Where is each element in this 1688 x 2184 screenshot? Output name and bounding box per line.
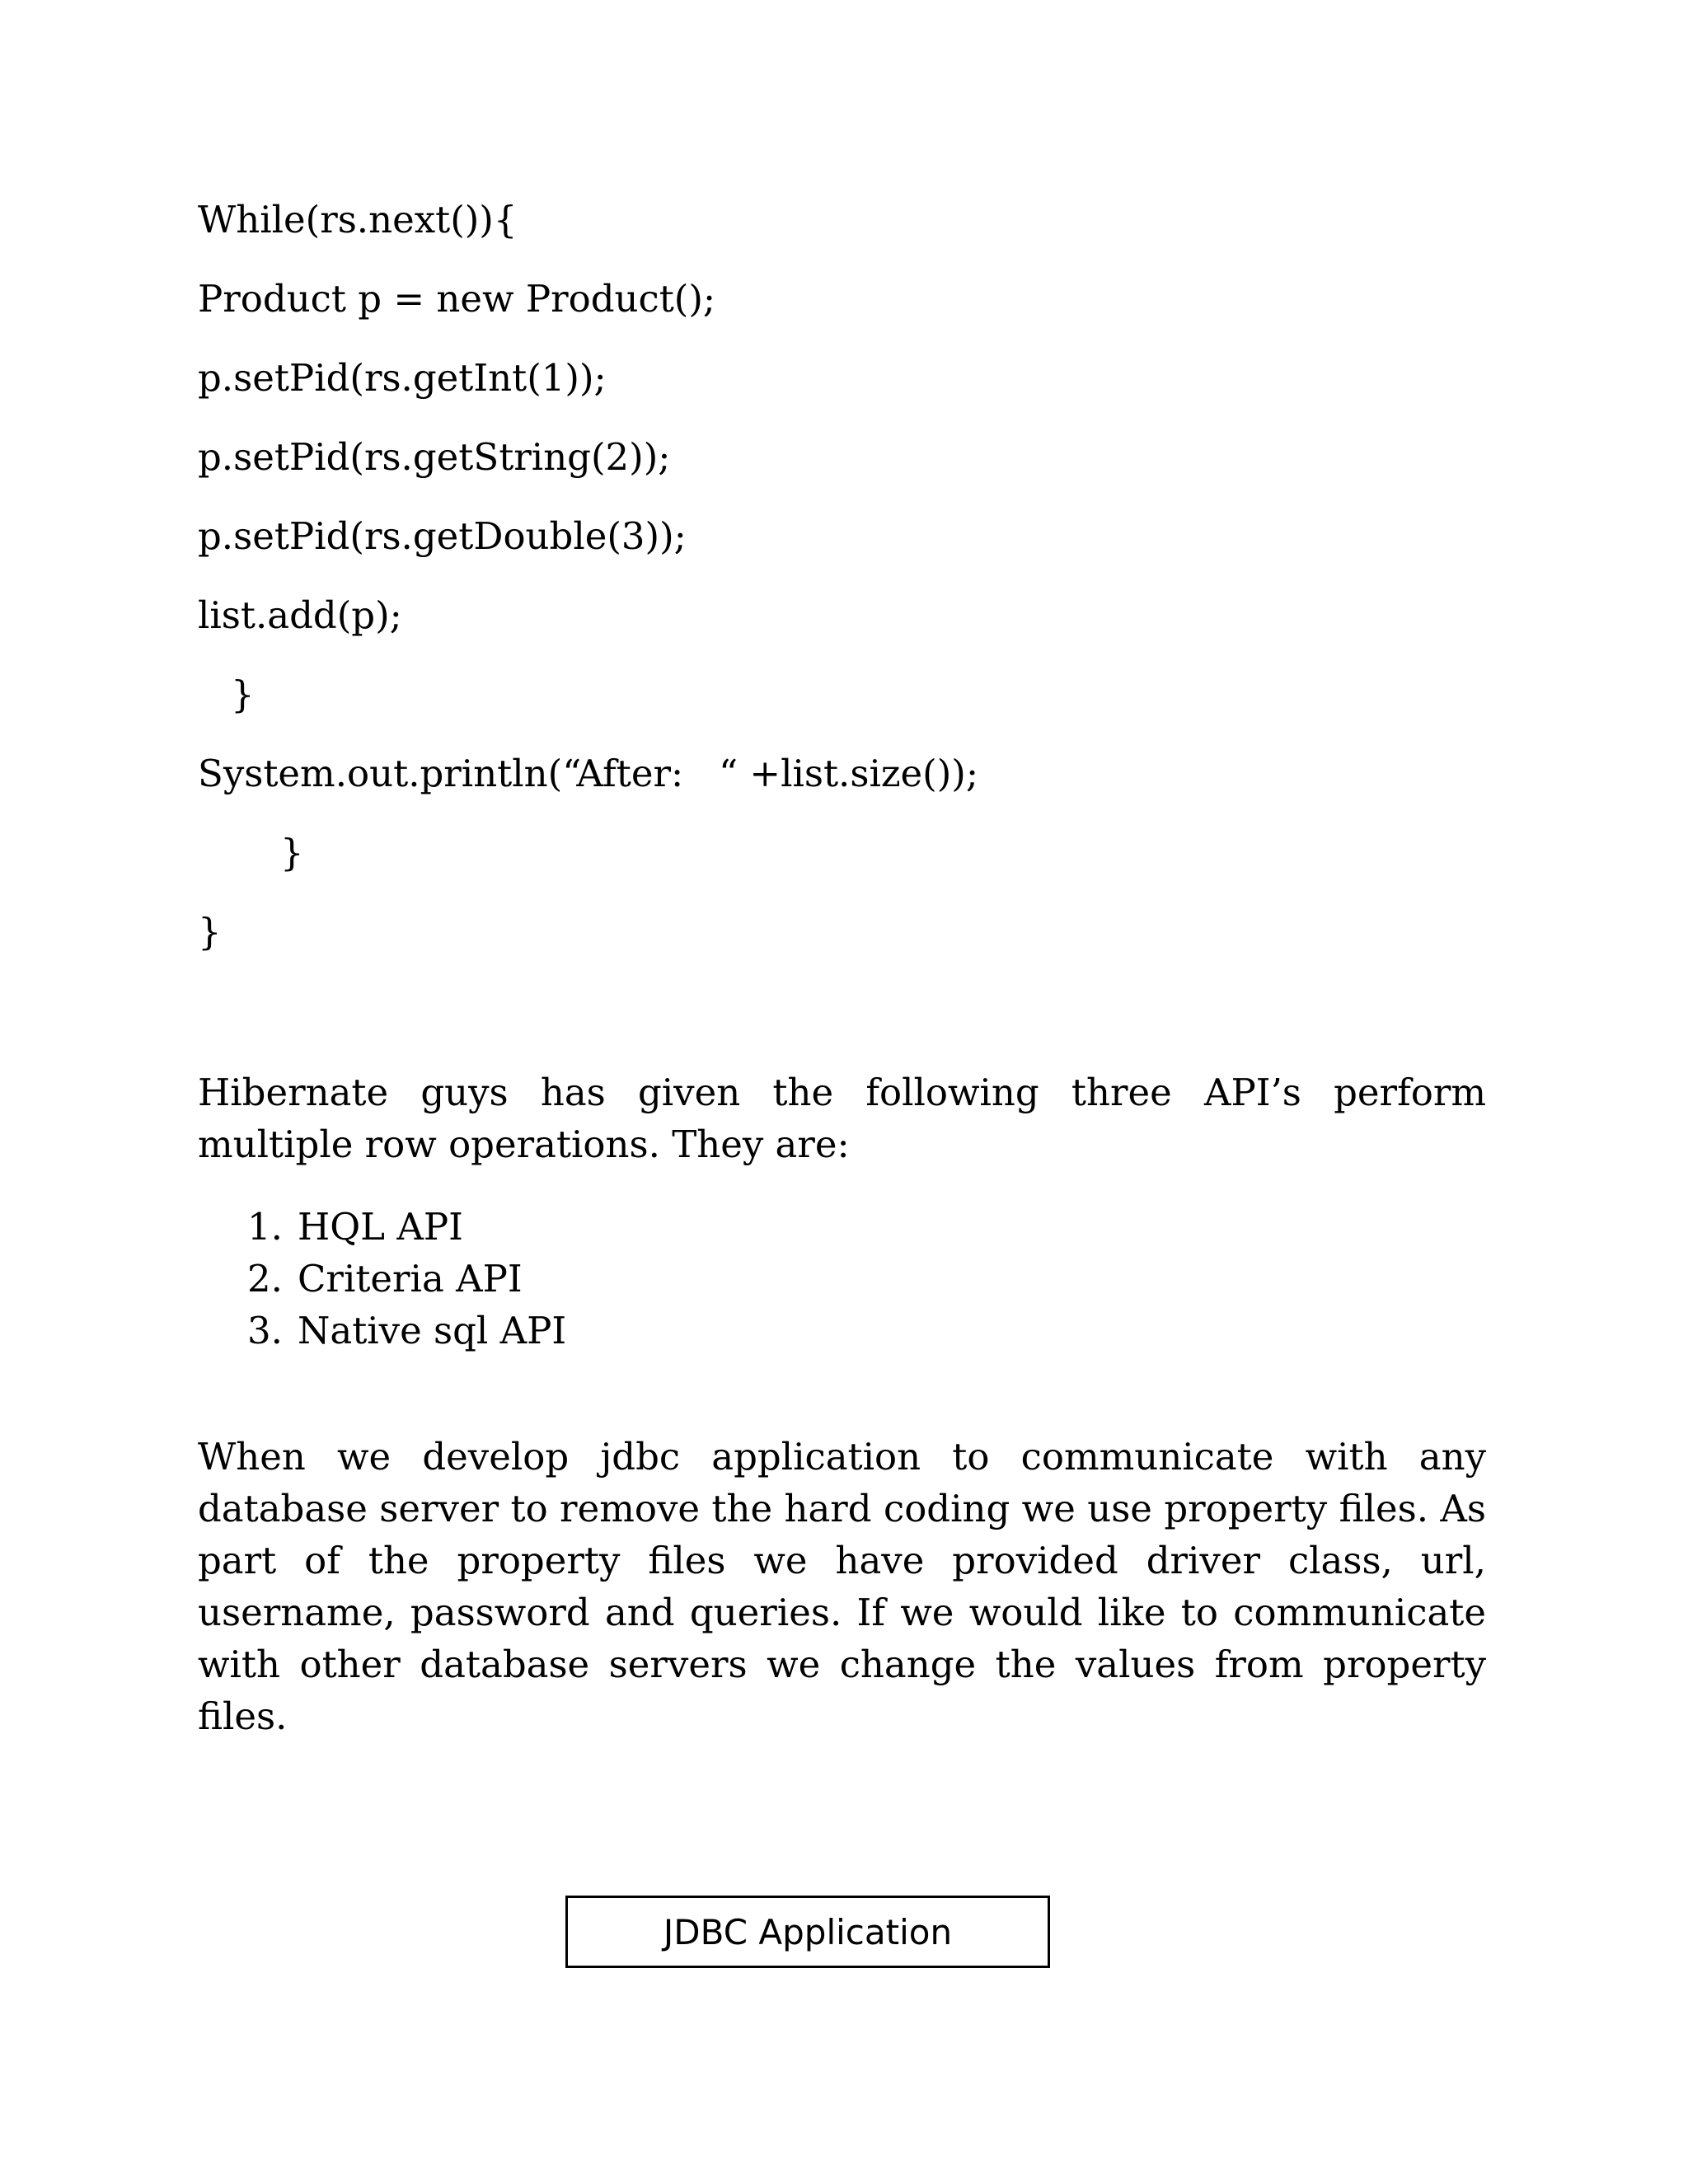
code-line: p.setPid(rs.getInt(1));	[198, 356, 607, 400]
code-line: }	[231, 673, 255, 716]
code-line: list.add(p);	[198, 593, 402, 637]
list-item	[247, 1253, 566, 1305]
code-line: }	[198, 910, 222, 954]
list-label: Criteria API	[298, 1257, 523, 1301]
code-line: System.out.println(“After: “ +list.size());	[198, 752, 978, 795]
body-paragraph: When we develop jdbc application to communicate with any database server to remove the hard coding we use property files. As part of the property files we have provided driver class, url, username, password and queries. If we would like to communicate with other database servers we change the values from property files.	[198, 1435, 1486, 1738]
list-label: HQL API	[298, 1205, 463, 1249]
api-list	[247, 1201, 566, 1357]
code-line: p.setPid(rs.getDouble(3));	[198, 514, 687, 558]
list-number: 2.	[247, 1257, 283, 1301]
code-line: Product p = new Product();	[198, 277, 716, 321]
code-line: }	[280, 831, 304, 874]
list-item	[247, 1305, 566, 1357]
code-line: p.setPid(rs.getString(2));	[198, 435, 671, 479]
list-item	[247, 1201, 566, 1253]
jdbc-application-box	[565, 1896, 1050, 1968]
list-number: 1.	[247, 1205, 283, 1249]
intro-paragraph: Hibernate guys has given the following three API’s perform multiple row operations. They are:	[198, 1071, 1486, 1166]
code-line: While(rs.next()){	[198, 198, 518, 241]
box-label: JDBC Application	[663, 1911, 953, 1952]
list-number: 3.	[247, 1309, 283, 1352]
list-label: Native sql API	[298, 1309, 567, 1352]
